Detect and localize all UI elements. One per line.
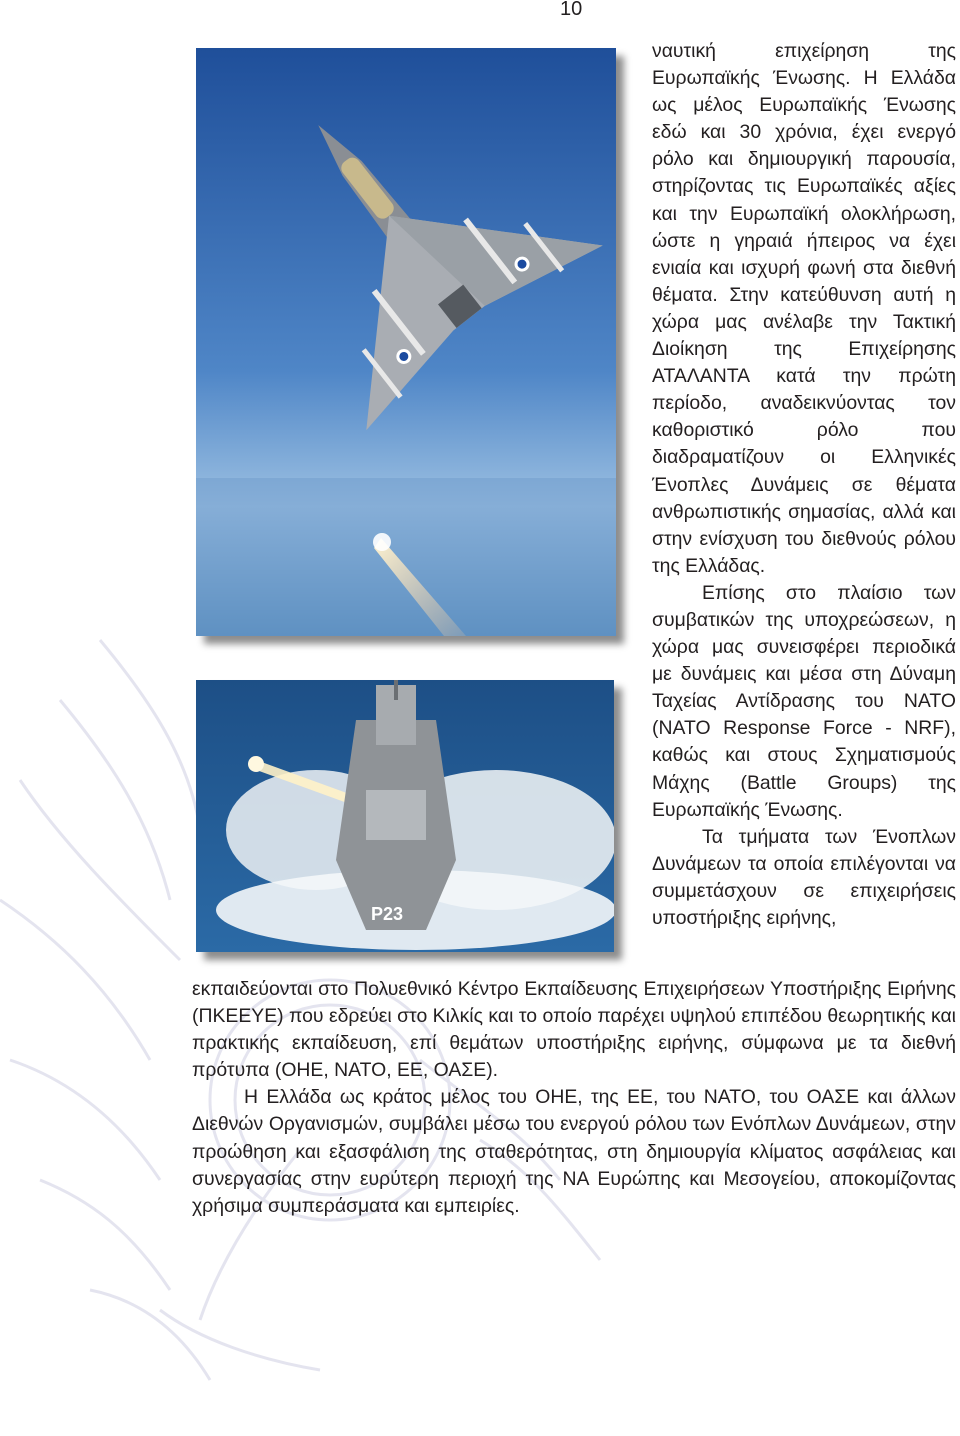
hull-number: P23: [371, 904, 404, 924]
paragraph-1: ναυτική επιχείρηση της Ευρωπαϊκής Ένωσης. Η Ελλάδα ως μέλος Ευρωπαϊκής Ένωσης εδώ και 30 χρόνια, έχει ενεργό ρόλο και δημιουργική παρουσία, στηρίζοντας τις Ευρωπαϊκές αξίες και την Ευρωπαϊκή ολοκλήρωση, ώστε η γηραιά ήπειρος να έχει ενιαία και ισχυρή φωνή στα διεθνή θέματα. Στην κατεύθυνση αυτή η χώρα μας ανέλαβε την Τακτική Διοίκηση της Επιχείρησης ΑΤΑΛΑΝΤΑ κατά την πρώτη περίοδο, αναδεικνύοντας τον καθοριστικό ρόλο που διαδραματίζουν οι Ελληνικές Ένοπλες Δυνάμεις σε θέματα ανθρωπιστικής σημασίας, αλλά και στην ενίσχυση του διεθνούς ρόλου της Ελλάδας.: [652, 40, 956, 577]
paragraph-2: Επίσης στο πλαίσιο των συμβατικών της υποχρεώσεων, η χώρα μας συνεισφέρει περιοδικά με δυνάμεις και μέσα στη Δύναμη Ταχείας Αντίδρασης του ΝΑΤΟ (NATO Response Force - NRF), καθώς και στους Σχηματισμούς Μάχης (Battle Groups) της Ευρωπαϊκής Ένωσης.: [652, 581, 956, 821]
paragraph-3-continued: εκπαιδεύονται στο Πολυεθνικό Κέντρο Εκπαίδευσης Επιχειρήσεων Υποστήριξης Ειρήνης (ΠΚΕΕΥΕ) που εδρεύει στο Κιλκίς και το οποίο παρέχει υψηλού επιπέδου θεωρητικής και πρακτικής εκπαίδευση, επί θεμάτων υποστήριξης ειρήνης, σύμφωνα με τα διεθνή πρότυπα (ΟΗΕ, ΝΑΤΟ, ΕΕ, ΟΑΣΕ).: [192, 978, 956, 1082]
paragraph-4: Η Ελλάδα ως κράτος μέλος του ΟΗΕ, της ΕΕ, του ΝΑΤΟ, του ΟΑΣΕ και άλλων Διεθνών Οργανισμών, συμβάλει μέσω του ενεργού ρόλου των Ενόπλων Δυνάμεων, στην προώθηση και εξασφάλιση της σταθερότητας, στη δημιουργία κλίματος ασφάλειας και συνεργασίας στην ευρύτερη περιοχή της ΝΑ Ευρώπης και Μεσογείου, αποκομίζοντας χρήσιμα συμπεράσματα και εμπειρίες.: [192, 1086, 956, 1217]
full-width-text: [192, 976, 956, 1220]
paragraph-3: Τα τμήματα των Ένοπλων Δυνάμεων τα οποία επιλέγονται να συμμετάσχουν σε επιχειρήσεις υποστήριξης ειρήνης,: [652, 825, 956, 929]
right-column-text: [652, 38, 956, 932]
jet-fighter-photo: [196, 48, 616, 636]
page-number: 10: [560, 0, 583, 20]
missile-boat-photo: [196, 680, 614, 952]
